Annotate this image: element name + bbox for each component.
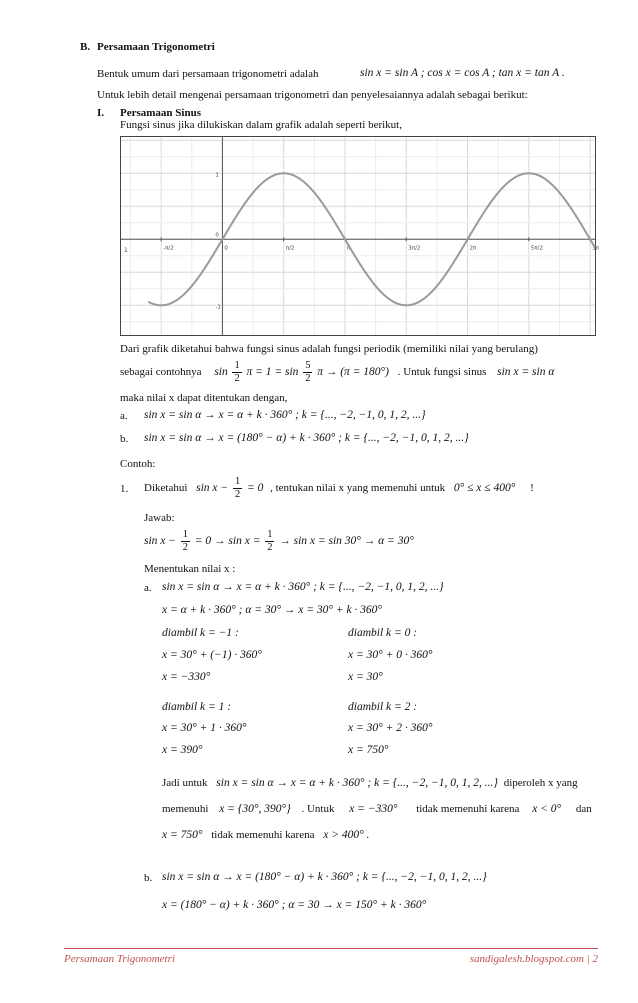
last-cond: x > 400° . [323,829,370,841]
conclusion-line-3 [162,829,369,841]
jawab-line-1 [144,529,414,554]
memenuhi-eq: x = −330° [349,803,398,815]
j1-fraction-1: $\frac{1}{2}$ [182,529,189,553]
example-start: sebagai contohnya [120,366,202,379]
grid-lines [121,137,595,335]
sol-a-eq: sin x = sin α → x = α + k · 360° ; k = {..., −2, −1, 0, 1, 2, ...} [162,581,444,593]
sol-b-label: b. [144,872,153,884]
conclusion-line-2 [162,803,592,815]
x-tick-label: 3π [592,245,599,252]
sine-graph [120,136,599,336]
jadi-eq: sin x = sin α → x = α + k · 360° ; k = {..., −2, −1, 0, 1, 2, ...} [216,777,498,789]
fraction-half: $\frac{1}{2}$ [234,360,240,384]
conclusion-line-1 [162,777,578,789]
section-title: Persamaan Trigonometri [97,41,215,53]
sol-b-eq: sin x = sin α → x = (180° − α) + k · 360° ; k = {..., −2, −1, 0, 1, 2, ...} [162,871,487,883]
k-0-line-1: x = 30° + 0 · 360° [348,649,433,661]
memenuhi-set: x = {30°, 390°} [219,803,291,815]
paragraph-maka: maka nilai x dapat ditentukan dengan, [120,392,288,404]
j1-fraction-2: $\frac{1}{2}$ [267,529,273,553]
example-1-label: 1. [120,483,129,495]
ex1-eq-b: = 0 [246,482,264,495]
x-tick-label: π [346,245,351,252]
memenuhi-label: memenuhi [162,803,209,815]
example-untuk: . Untuk fungsi sinus [397,366,487,379]
ex1-range: 0° ≤ x ≤ 400° [453,482,516,495]
k-2-title: diambil k = 2 : [348,701,418,713]
ex1-eq-a: sin x − [196,482,229,495]
last-eq: x = 750° [162,829,203,841]
k-0-title: diambil k = 0 : [348,627,418,639]
k-minus-1-line-1: x = 30° + (−1) · 360° [162,649,262,661]
memenuhi-untuk: . Untuk [301,803,335,815]
ex1-fraction: $\frac{1}{2}$ [234,476,241,500]
ex1-excl: ! [530,482,534,495]
last-txt: tidak memenuhi karena [211,829,315,841]
k-2-line-1: x = 30° + 2 · 360° [348,722,433,734]
k-1-line-1: x = 30° + 1 · 360° [162,722,247,734]
sol-b-line-2: x = (180° − α) + k · 360° ; α = 30 → x = 150° + k · 360° [162,899,427,911]
example-1-statement [144,476,534,501]
y-tick-label: 0 [215,232,219,239]
paragraph-1: Dari grafik diketahui bahwa fungsi sinus adalah fungsi periodik (memiliki nilai yang berulang) [120,343,538,355]
fraction-five-halves: $\frac{5}{2}$ [305,360,311,384]
j1-b: = 0 → sin x = [194,535,261,548]
y-tick-label: 1 [215,172,219,179]
subsection-number: I. [97,107,105,119]
k-1-line-2: x = 390° [162,744,203,756]
footer-right: sandigalesh.blogspot.com | 2 [469,953,598,965]
section-intro-2: Untuk lebih detail mengenai persamaan trigonometri dan penyelesaiannya adalah sebagai berikut: [97,89,528,101]
jadi-label: Jadi untuk [162,777,208,789]
footer-divider [64,948,598,949]
x-tick-label: -π/2 [163,245,174,252]
k-2-line-2: x = 750° [348,744,389,756]
x-tick-label: 3π/2 [408,245,421,252]
k-minus-1-line-2: x = −330° [162,671,211,683]
example-end: π → (π = 180°) [317,366,389,379]
subsection-title: Persamaan Sinus [120,107,201,119]
general-forms: sin x = sin A ; cos x = cos A ; tan x = tan A . [360,67,565,79]
x-tick-label: 2π [469,245,477,252]
example-sentence [120,360,554,385]
j1-a: sin x − [144,535,177,548]
rule-a-label: a. [120,410,128,422]
sol-a-line-2: x = α + k · 360° ; α = 30° → x = 30° + k · 360° [162,604,383,616]
k-minus-1-title: diambil k = −1 : [162,627,239,639]
example-sin: sin [214,366,228,379]
example-eq: sin x = sin α [497,366,555,379]
x-tick-label: π/2 [285,245,295,252]
tick-labels [124,172,600,310]
y-tick-label: -1 [215,304,221,311]
menentukan-label: Menentukan nilai x : [144,563,236,575]
memenuhi-tidak: tidak memenuhi karena [416,803,520,815]
j1-c: → sin x = sin 30° → α = 30° [279,535,414,548]
ex1-question: , tentukan nilai x yang memenuhi untuk [270,482,446,495]
x-tick-label: 0 [224,245,228,252]
sol-a-label: a. [144,582,152,594]
rule-b-eq: sin x = sin α → x = (180° − α) + k · 360° ; k = {..., −2, −1, 0, 1, 2, ...} [144,432,469,444]
y-axis-left-label: 1 [124,247,128,255]
memenuhi-dan: dan [575,803,592,815]
rule-a-eq: sin x = sin α → x = α + k · 360° ; k = {..., −2, −1, 0, 1, 2, ...} [144,409,426,421]
k-0-line-2: x = 30° [348,671,383,683]
contoh-heading: Contoh: [120,458,156,470]
ex1-diketahui: Diketahui [144,482,188,495]
section-intro: Bentuk umum dari persamaan trigonometri adalah [97,68,319,80]
footer-left: Persamaan Trigonometri [64,953,175,965]
example-mid: π = 1 = sin [246,366,299,379]
jawab-label: Jawab: [144,512,175,524]
memenuhi-cond: x < 0° [532,803,562,815]
section-letter: B. [80,41,91,53]
sine-graph-svg [121,137,599,335]
subsection-desc: Fungsi sinus jika dilukiskan dalam grafik adalah seperti berikut, [120,119,402,131]
rule-b-label: b. [120,433,129,445]
jadi-diperoleh: diperoleh x yang [503,777,578,789]
k-1-title: diambil k = 1 : [162,701,232,713]
x-tick-label: 5π/2 [530,245,544,252]
